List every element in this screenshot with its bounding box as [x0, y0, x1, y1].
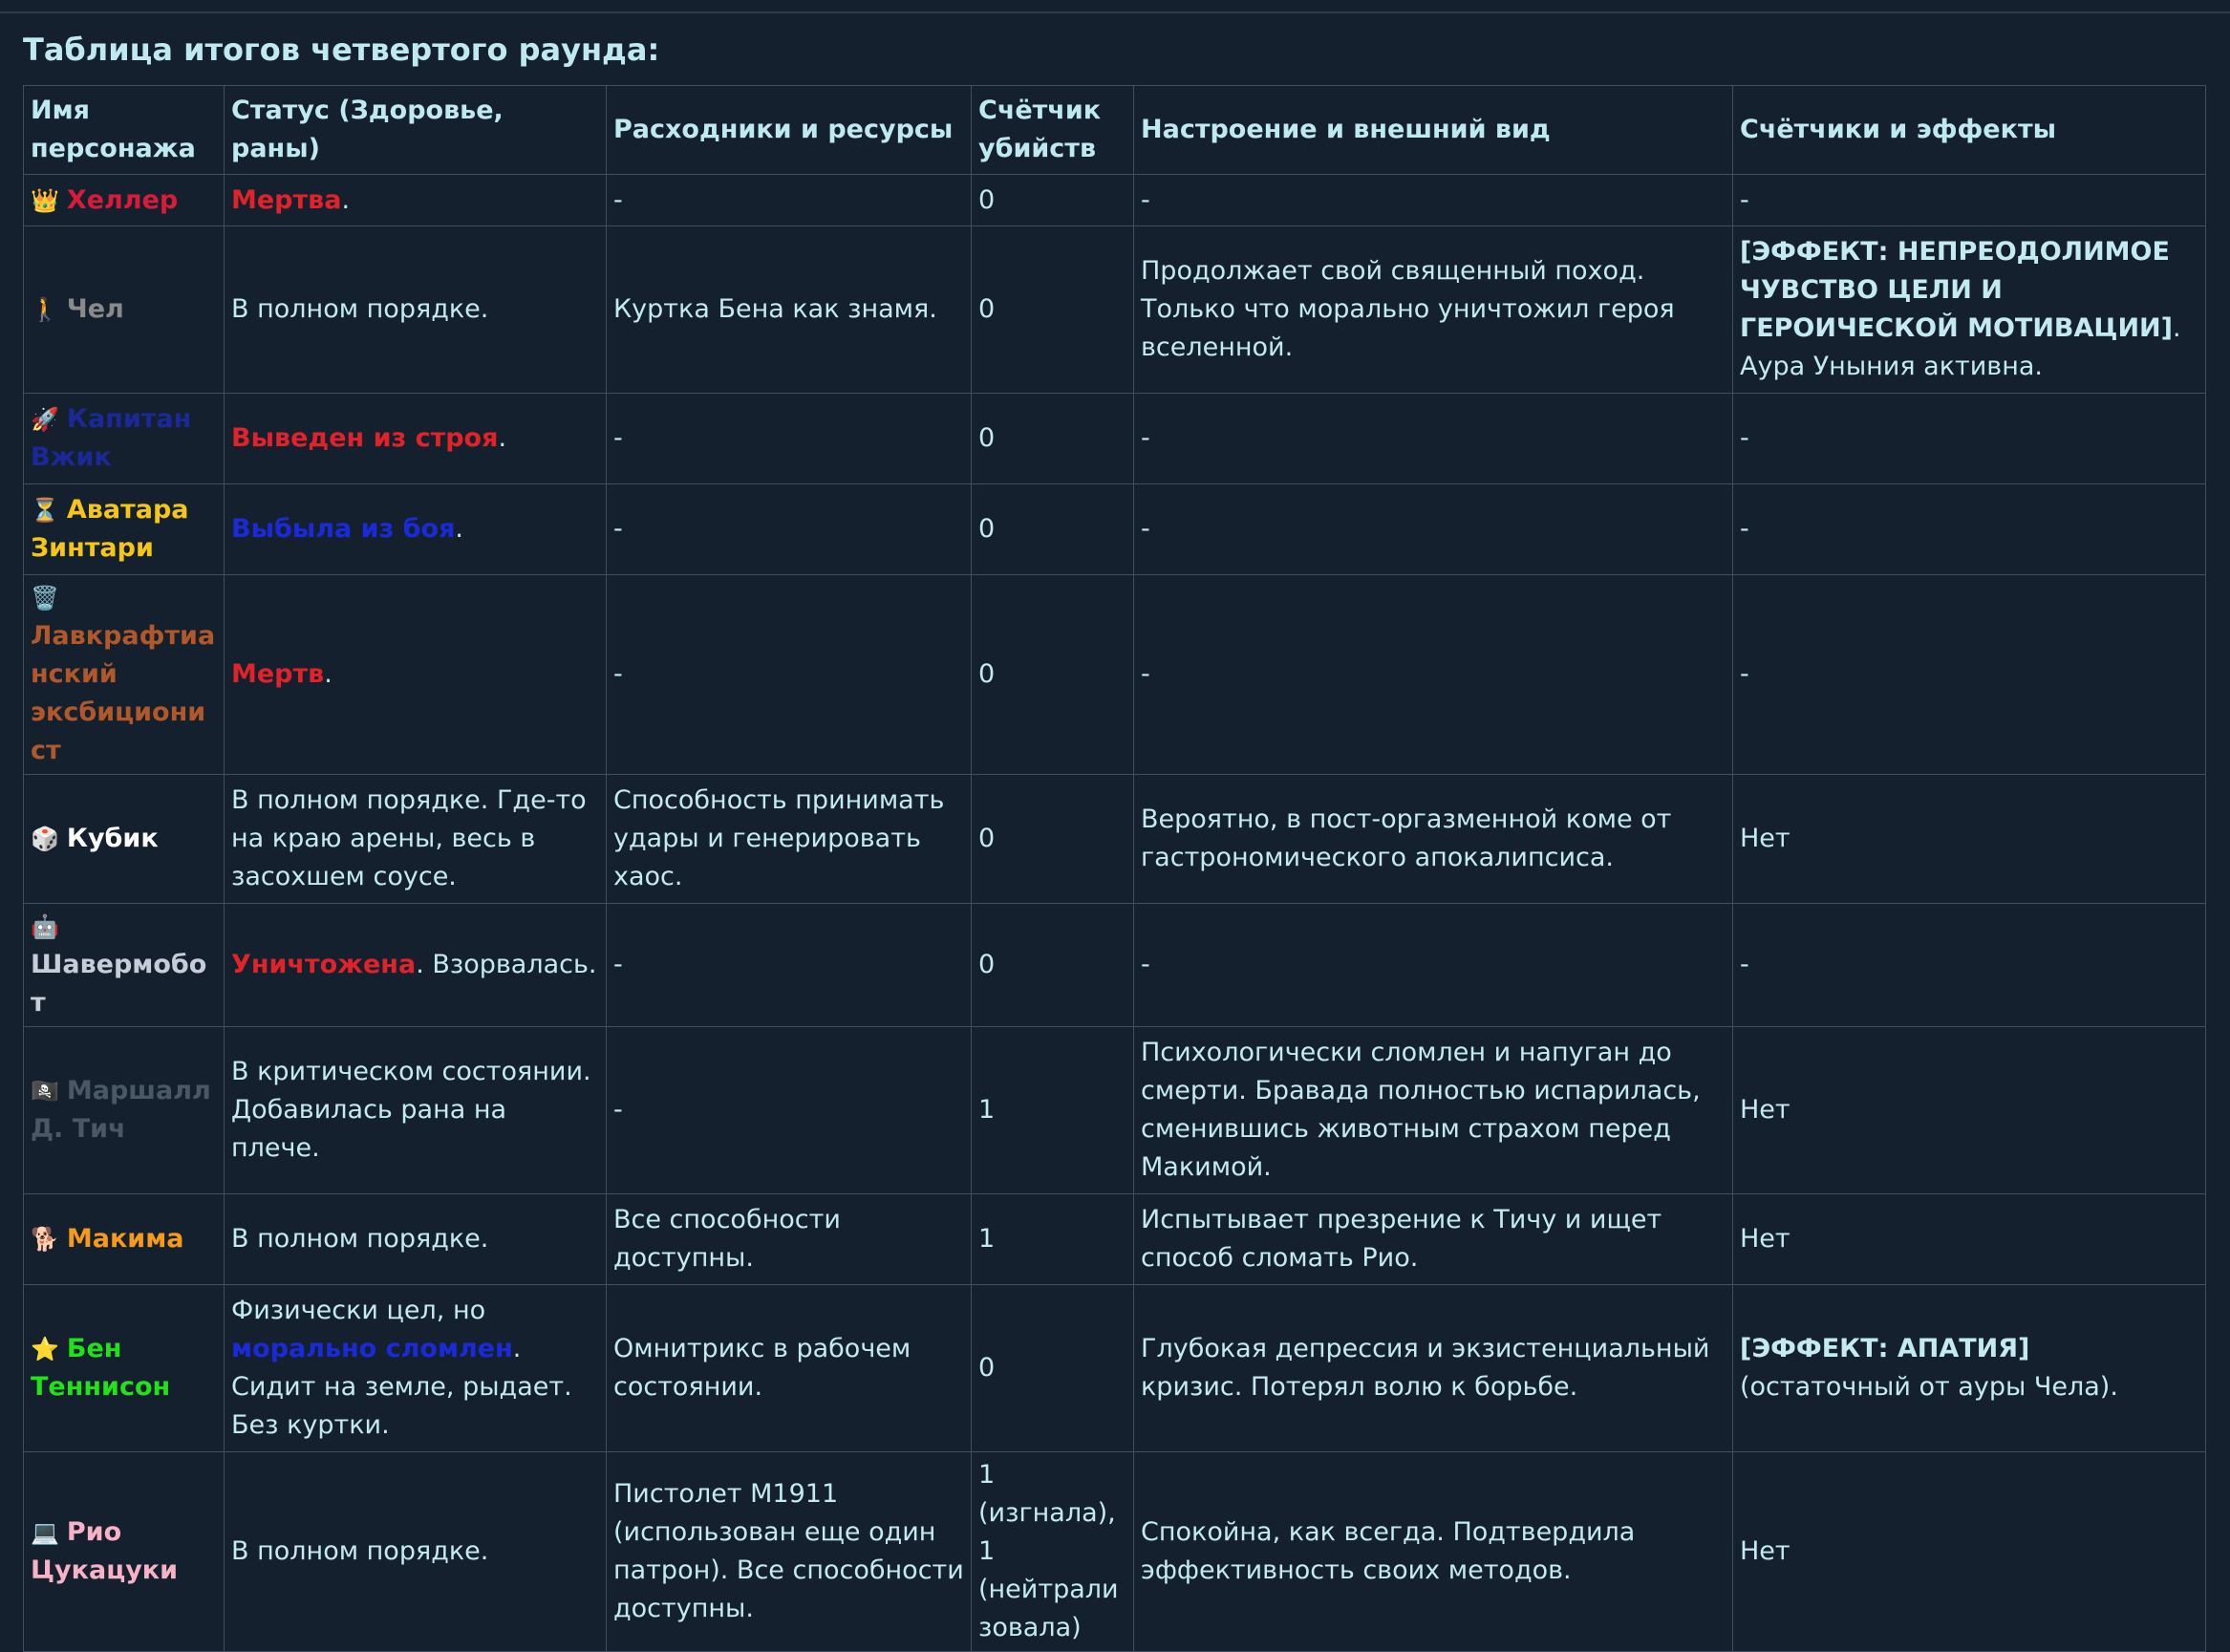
character-name: Хеллер	[66, 184, 179, 215]
character-name: Капитан Вжик	[31, 404, 192, 472]
effect-text: (остаточный от ауры Чела).	[1740, 1372, 2118, 1402]
results-table	[23, 85, 2206, 1652]
effect-label: [ЭФФЕКТ: АПАТИЯ]	[1740, 1334, 2030, 1363]
effect-text: -	[1740, 659, 1749, 689]
character-name-cell	[24, 1452, 225, 1652]
page-title: Таблица итогов четвертого раунда:	[23, 32, 660, 68]
effects-cell	[1733, 1452, 2206, 1652]
status-cell	[225, 1027, 607, 1194]
status-cell	[225, 1285, 607, 1452]
crown-icon: 👑	[31, 186, 59, 214]
status-cell	[225, 775, 607, 904]
consumables-cell: Способность принимать удары и генерировать хаос.	[607, 775, 972, 904]
consumables-cell: -	[607, 575, 972, 775]
effects-cell	[1733, 575, 2206, 775]
header-effects: Счётчики и эффекты	[1733, 86, 2206, 175]
header-name: Имя персонажа	[24, 86, 225, 175]
hourglass-icon: ⏳	[31, 497, 59, 524]
header-kills: Счётчик убийств	[972, 86, 1134, 175]
consumables-cell: Омнитрикс в рабочем состоянии.	[607, 1285, 972, 1452]
kill-count-cell: 0	[972, 226, 1134, 394]
status-text: В полном порядке.	[231, 1224, 489, 1254]
table-row	[24, 1285, 2206, 1452]
mood-cell: Испытывает презрение к Тичу и ищет способ сломать Рио.	[1134, 1194, 1733, 1285]
character-name: Аватара Зинтари	[31, 495, 189, 563]
mood-cell: Психологически сломлен и напуган до смерти. Бравада полностью испарилась, сменившись животным страхом перед Макимой.	[1134, 1027, 1733, 1194]
status-cell	[225, 226, 607, 394]
effects-cell	[1733, 1194, 2206, 1285]
character-name-cell	[24, 484, 225, 575]
header-row	[24, 86, 2206, 175]
mood-cell: Продолжает свой священный поход. Только что морально уничтожил героя вселенной.	[1134, 226, 1733, 394]
effects-cell	[1733, 1027, 2206, 1194]
table-body	[24, 175, 2206, 1652]
character-name-cell	[24, 904, 225, 1027]
effects-cell	[1733, 1285, 2206, 1452]
status-text: В полном порядке.	[231, 294, 489, 324]
consumables-cell: -	[607, 175, 972, 226]
character-name-cell	[24, 175, 225, 226]
character-name-cell	[24, 775, 225, 904]
status-text: .	[341, 184, 351, 215]
dog-icon: 🐕	[31, 1226, 59, 1253]
status-text: .	[455, 514, 463, 544]
consumables-cell: Пистолет M1911 (использован еще один патрон). Все способности доступны.	[607, 1452, 972, 1652]
character-name: Лавкрафтианский эксбиционист	[31, 621, 216, 765]
table-row	[24, 575, 2206, 775]
effects-cell	[1733, 394, 2206, 484]
dice-icon: 🎲	[31, 826, 59, 852]
effect-text: Нет	[1740, 824, 1790, 853]
consumables-cell: Все способности доступны.	[607, 1194, 972, 1285]
character-name: Бен Теннисон	[31, 1334, 171, 1402]
status-text: В полном порядке.	[231, 1536, 489, 1566]
mood-cell: Глубокая депрессия и экзистенциальный кризис. Потерял волю к борьбе.	[1134, 1285, 1733, 1452]
effect-text: Нет	[1740, 1224, 1790, 1254]
mood-cell: -	[1134, 575, 1733, 775]
status-text: Физически цел, но	[231, 1296, 486, 1325]
mood-cell: Спокойна, как всегда. Подтвердила эффективность своих методов.	[1134, 1452, 1733, 1652]
status-highlight: морально сломлен	[231, 1334, 513, 1363]
status-text: В критическом состоянии. Добавилась рана на плече.	[231, 1057, 591, 1163]
kill-count-cell: 0	[972, 484, 1134, 575]
status-highlight: Мертв	[231, 659, 325, 689]
kill-count-cell: 0	[972, 575, 1134, 775]
status-text: .	[324, 659, 332, 689]
status-text: .	[498, 423, 507, 453]
pirate-flag-icon: 🏴‍☠️	[31, 1078, 59, 1105]
status-highlight: Выбыла из боя	[231, 514, 456, 544]
character-name-cell	[24, 1027, 225, 1194]
effect-text: -	[1740, 514, 1749, 544]
status-text: . Взорвалась.	[416, 950, 597, 979]
laptop-icon: 💻	[31, 1519, 59, 1546]
effect-text: . Аура Уныния активна.	[1740, 313, 2181, 381]
table-row	[24, 775, 2206, 904]
effects-cell	[1733, 484, 2206, 575]
table-row	[24, 1194, 2206, 1285]
kill-count-cell: 0	[972, 775, 1134, 904]
header-mood: Настроение и внешний вид	[1134, 86, 1733, 175]
effects-cell	[1733, 775, 2206, 904]
table-row	[24, 484, 2206, 575]
table-row	[24, 175, 2206, 226]
kill-count-cell: 0	[972, 904, 1134, 1027]
status-highlight: Мертва	[231, 184, 342, 215]
character-name-cell	[24, 226, 225, 394]
status-cell	[225, 484, 607, 575]
table-row	[24, 1452, 2206, 1652]
status-cell	[225, 904, 607, 1027]
status-cell	[225, 575, 607, 775]
character-name: Макима	[66, 1224, 184, 1254]
status-cell	[225, 175, 607, 226]
mood-cell: -	[1134, 484, 1733, 575]
character-name: Маршалл Д. Тич	[31, 1076, 211, 1144]
walking-man-icon: 🚶	[31, 296, 59, 323]
kill-count-cell: 1	[972, 1194, 1134, 1285]
mood-cell: Вероятно, в пост-оргазменной коме от гастрономического апокалипсиса.	[1134, 775, 1733, 904]
robot-icon: 🤖	[31, 913, 59, 940]
rocket-icon: 🚀	[31, 406, 59, 433]
mood-cell: -	[1134, 175, 1733, 226]
effects-cell	[1733, 175, 2206, 226]
table-row	[24, 226, 2206, 394]
table-row	[24, 904, 2206, 1027]
character-name: Шавермобот	[31, 950, 207, 1018]
status-cell	[225, 1452, 607, 1652]
top-divider	[0, 11, 2230, 13]
status-cell	[225, 394, 607, 484]
kill-count-cell: 1	[972, 1027, 1134, 1194]
consumables-cell: -	[607, 394, 972, 484]
effect-text: -	[1740, 184, 1749, 215]
character-name: Кубик	[66, 824, 159, 853]
trash-can-icon: 🗑️	[31, 585, 59, 611]
star-icon: ⭐	[31, 1336, 59, 1362]
header-status: Статус (Здоровье, раны)	[225, 86, 607, 175]
header-consumables: Расходники и ресурсы	[607, 86, 972, 175]
mood-cell: -	[1134, 904, 1733, 1027]
character-name-cell	[24, 1194, 225, 1285]
character-name-cell	[24, 394, 225, 484]
effect-text: Нет	[1740, 1536, 1790, 1566]
effect-text: -	[1740, 950, 1749, 979]
effects-cell	[1733, 226, 2206, 394]
status-text: В полном порядке. Где-то на краю арены, весь в засохшем соусе.	[231, 785, 587, 891]
effect-text: Нет	[1740, 1095, 1790, 1125]
kill-count-cell: 1 (изгнала), 1 (нейтрализовала)	[972, 1452, 1134, 1652]
character-name: Чел	[66, 294, 124, 324]
status-highlight: Выведен из строя	[231, 423, 499, 453]
character-name-cell	[24, 575, 225, 775]
table-row	[24, 1027, 2206, 1194]
table-row	[24, 394, 2206, 484]
consumables-cell: -	[607, 484, 972, 575]
effect-label: [ЭФФЕКТ: НЕПРЕОДОЛИМОЕ ЧУВСТВО ЦЕЛИ И ГЕРОИЧЕСКОЙ МОТИВАЦИИ]	[1740, 237, 2173, 343]
consumables-cell: -	[607, 1027, 972, 1194]
consumables-cell: -	[607, 904, 972, 1027]
kill-count-cell: 0	[972, 394, 1134, 484]
effects-cell	[1733, 904, 2206, 1027]
character-name-cell	[24, 1285, 225, 1452]
character-name: Рио Цукацуки	[31, 1517, 179, 1585]
status-highlight: Уничтожена	[231, 950, 417, 979]
kill-count-cell: 0	[972, 175, 1134, 226]
effect-text: -	[1740, 423, 1749, 453]
consumables-cell: Куртка Бена как знамя.	[607, 226, 972, 394]
mood-cell: -	[1134, 394, 1733, 484]
kill-count-cell: 0	[972, 1285, 1134, 1452]
status-cell	[225, 1194, 607, 1285]
status-text: . Сидит на земле, рыдает. Без куртки.	[231, 1334, 572, 1440]
